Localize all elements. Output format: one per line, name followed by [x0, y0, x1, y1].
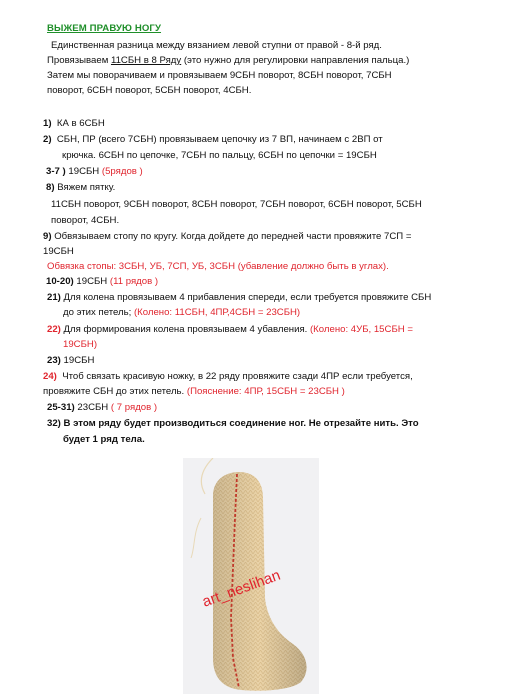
step-21: 21) Для колена провязываем 4 прибавления спереди, если требуется провяжите СБН [47, 292, 432, 303]
intro-line-4: поворот, 6СБН поворот, 5СБН поворот, 4СБН. [47, 85, 252, 96]
step-3-7: 3-7 ) 19СБН (5рядов ) [46, 166, 143, 177]
step-32: 32) В этом ряду будет производиться соединение ног. Не отрезайте нить. Это [47, 418, 419, 429]
intro-underlined: 11СБН в 8 Ряду [110, 55, 182, 66]
step-2-cont: крючка. 6СБН по цепочке, 7СБН по пальцу, 6СБН по цепочки = 19СБН [62, 150, 377, 161]
foot-binding-note: Обвязка стопы: 3СБН, УБ, 7СП, УБ, 3СБН (убавление должно быть в углах). [47, 261, 389, 272]
step-24: 24) Чтоб связать красивую ножку, в 22 ряду провяжите сзади 4ПР если требуется, [43, 371, 413, 382]
step-32-cont: будет 1 ряд тела. [63, 434, 145, 445]
step-8: 8) Вяжем пятку. [46, 182, 116, 193]
step-22: 22) Для формирования колена провязываем 4 убавления. (Колено: 4УБ, 15СБН = [47, 324, 413, 335]
step-25-31: 25-31) 23СБН ( 7 рядов ) [47, 402, 158, 413]
intro-line-1: Единственная разница между вязанием левой ступни от правой - 8-й ряд. [51, 40, 382, 51]
step-24-cont: провяжите СБН до этих петель. (Пояснение: 4ПР, 15СБН = 23СБН ) [43, 386, 345, 397]
step-9-cont: 19СБН [43, 246, 74, 257]
step-1: 1) КА в 6СБН [43, 118, 105, 129]
step-8-line-2: 11СБН поворот, 9СБН поворот, 8СБН поворот, 7СБН поворот, 6СБН поворот, 5СБН [51, 199, 422, 210]
step-22-cont: 19СБН) [63, 339, 98, 350]
step-21-cont: до этих петель; (Колено: 11СБН, 4ПР,4СБН = 23СБН) [63, 307, 301, 318]
section-title: ВЫЖЕМ ПРАВУЮ НОГУ [47, 23, 162, 34]
intro-line-3: Затем мы поворачиваем и провязываем 9СБН поворот, 8СБН поворот, 7СБН [47, 70, 392, 81]
step-23: 23) 19СБН [47, 355, 95, 366]
step-9: 9) Обвязываем стопу по кругу. Когда дойдете до передней части провяжите 7СП = [43, 231, 412, 242]
crochet-leg-photo [183, 458, 319, 694]
step-8-line-3: поворот, 4СБН. [51, 215, 120, 226]
photo-watermark: art_neslihan [200, 566, 283, 611]
step-2: 2) СБН, ПР (всего 7СБН) провязываем цепочку из 7 ВП, начинаем с 2ВП от [43, 134, 383, 145]
step-10-20: 10-20) 19СБН (11 рядов ) [46, 276, 159, 287]
intro-line-2: Провязываем 11СБН в 8 Ряду (это нужно для регулировки направления пальца.) [47, 55, 410, 66]
